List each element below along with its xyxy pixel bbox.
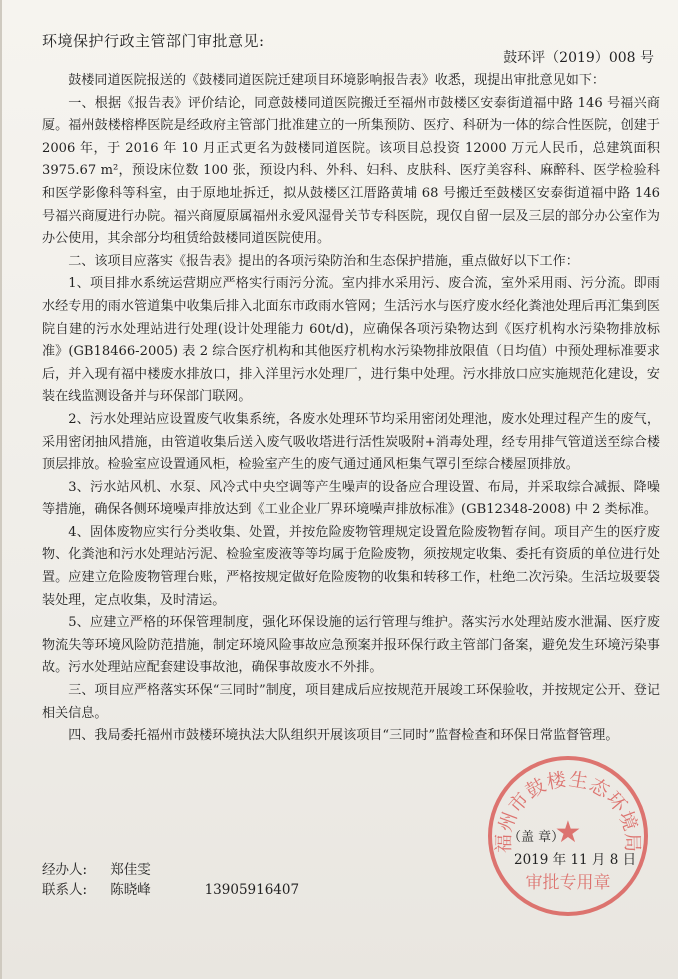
paragraph: 3、污水站风机、水泵、风冷式中央空调等产生噪声的设备应合理设置、布局，并采取综合减振、降噪等措施，确保各侧环境噪声排放达到《工业企业厂界环境噪声排放标准》(GB12348-2008) 中 2 类标准。 — [42, 479, 660, 518]
document-number: 鼓环评（2019）008 号 — [503, 50, 654, 66]
paragraph: 四、我局委托福州市鼓楼环境执法大队组织开展该项目“三同时”监督检查和环保日常监督管理。 — [68, 728, 619, 744]
approval-title: 环境保护行政主管部门审批意见: — [42, 32, 265, 50]
contact-label: 联系人: — [42, 882, 88, 898]
paragraph: 2、污水处理站应设置废气收集系统，各废水处理环节均采用密闭处理池，废水处理过程产生的废气，采用密闭抽风措施，由管道收集后送入废气吸收塔进行活性炭吸附+消毒处理，经专用排气管道送至综合楼顶层排放。检验室应设置通风柜，检验室产生的废气通过通风柜集气罩引至综合楼屋顶排放。 — [42, 411, 660, 473]
seal-label: （盖 章） — [508, 830, 565, 845]
paragraph: 鼓楼同道医院报送的《鼓楼同道医院迁建项目环境影响报告表》收悉，现提出审批意见如下： — [68, 73, 606, 88]
paragraph: 一、根据《报告表》评价结论，同意鼓楼同道医院搬迁至福州市鼓楼区安泰街道福中路 146 号福兴商厦。福州鼓楼榕桦医院是经政府主管部门批准建立的一所集预防、医疗、科研为一体的综合性医院，创建于 2006 年，于 2016 年 10 月正式更名为鼓楼同道医院。该项目总投资 12000 万元人民币，总建筑面积 3975.67 m²，预设床位数 100 张，预设内科、外科、妇科、皮肤科、医疗美容科、麻醉科、医学检验科和医学影像科等科室，由于原地址拆迁，拟从鼓楼区江厝路黄埔 68 号搬迁至鼓楼区安泰街道福中路 146 号福兴商厦进行办院。福兴商厦原属福州永爱风湿骨关节专科医院，现仅自留一层及三层的部分办公室作为办公使用，其余部分均租赁给鼓楼同道医院使用。 — [42, 95, 660, 247]
paragraph: 1、项目排水系统运营期应严格实行雨污分流。室内排水采用污、废合流，室外采用雨、污分流。即雨水经专用的雨水管道集中收集后排入北面东市政雨水管网；生活污水与医疗废水经化粪池处理后再汇集到医院自建的污水处理站进行处理(设计处理能力 60t/d)，应确保各项污染物达到《医疗机构水污染物排放标准》(GB18466-2005) 表 2 综合医疗机构和其他医疗机构水污染物排放限值（日均值）中预处理标准要求后，并入现有福中楼废水排放口，排入洋里污水处理厂，进行集中处理。污水排放口应实施规范化建设，安装在线监测设备并与环保部门联网。 — [42, 276, 660, 405]
approval-body — [42, 70, 660, 748]
paragraph: 二、该项目应落实《报告表》提出的各项污染防治和生态保护措施，重点做好以下工作： — [68, 253, 579, 269]
contact-phone: 13905916407 — [204, 882, 300, 898]
paragraph: 三、项目应严格落实环保“三同时”制度，项目建成后应按规范开展竣工环保验收，并按规定公开、登记相关信息。 — [42, 683, 660, 721]
seal-footer-text: 审批专用章 — [525, 873, 611, 893]
seal-ring-text: 福州市鼓楼生态环境局 — [492, 768, 644, 854]
paragraph: 5、应建立严格的环保管理制度，强化环保设施的运行管理与维护。落实污水处理站废水泄漏、医疗废物流失等环境风险防范措施，制定环境风险事故应急预案并报环保行政主管部门备案，避免发生环境污染事故。污水处理站应配套建设事故池，确保事故废水不外排。 — [42, 615, 660, 676]
contact-row — [42, 878, 299, 898]
handler-name: 郑佳雯 — [110, 862, 151, 878]
handler-row — [42, 858, 200, 878]
approval-date: 2019 年 11 月 8 日 — [514, 852, 637, 868]
seal-star-icon: ★ — [554, 815, 582, 850]
handler-label: 经办人: — [42, 862, 88, 878]
paragraph: 4、固体废物应实行分类收集、处置，并按危险废物管理规定设置危险废物暂存间。项目产生的医疗废物、化粪池和污水处理站污泥、检验室废液等等均属于危险废物，须按规定收集、委托有资质的单位进行处置。应建立危险废物管理台账，严格按规定做好危险废物的收集和转移工作，杜绝二次污染。生活垃圾要袋装处理，定点收集，及时清运。 — [42, 524, 660, 608]
contact-name: 陈晓峰 — [110, 882, 151, 898]
